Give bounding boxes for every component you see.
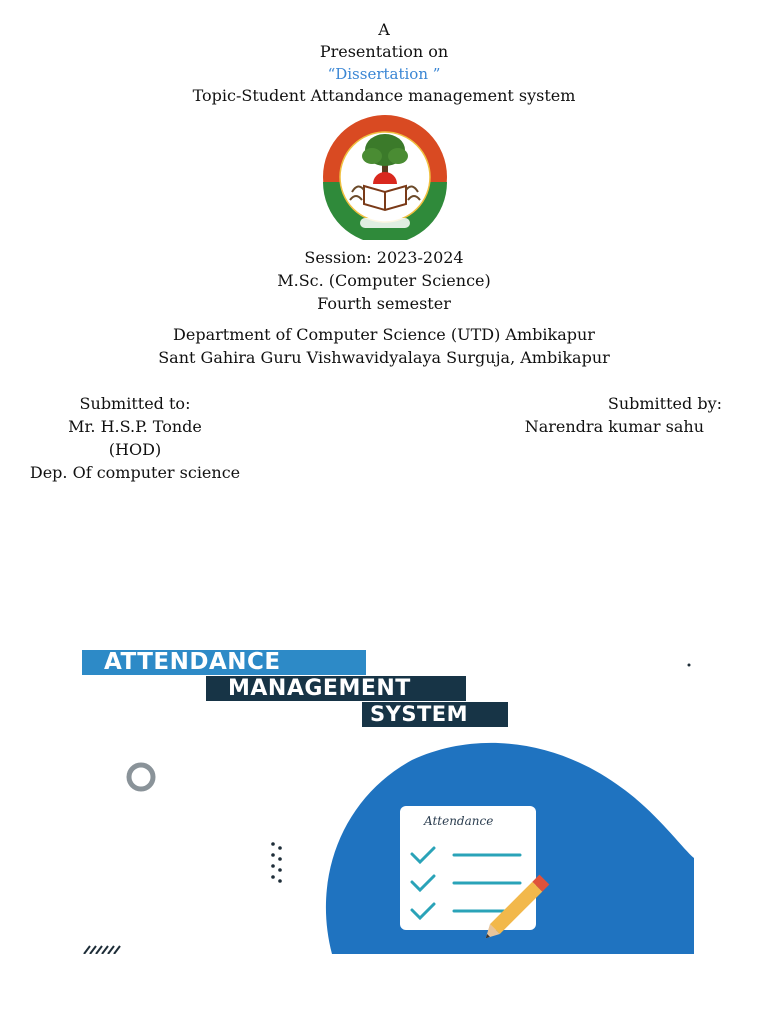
department-name: Department of Computer Science (UTD) Ambikapur xyxy=(173,325,595,344)
session-course: M.Sc. (Computer Science) xyxy=(277,271,491,290)
banner-line-attendance: ATTENDANCE xyxy=(82,650,366,675)
title-presentation-on: Presentation on xyxy=(319,42,449,61)
banner-line-management: MANAGEMENT xyxy=(206,676,466,701)
attendance-card-title: Attendance xyxy=(424,814,494,828)
submitted-to-role: (HOD) xyxy=(108,440,162,459)
title-a: A xyxy=(378,20,390,39)
submitted-to-block xyxy=(20,392,250,484)
banner-line-system: SYSTEM xyxy=(362,702,508,727)
submitted-by-label: Submitted by: xyxy=(607,394,722,413)
dots-decoration-icon xyxy=(271,842,282,883)
title-dissertation: “Dissertation ” xyxy=(327,65,441,83)
university-seal-icon xyxy=(322,114,448,240)
ring-decoration-icon xyxy=(129,765,153,789)
submitted-to-label: Submitted to: xyxy=(79,394,191,413)
submitted-to-name: Mr. H.S.P. Tonde xyxy=(68,417,202,436)
submitted-to-dept: Dep. Of computer science xyxy=(29,463,241,482)
attendance-banner xyxy=(82,648,694,954)
session-semester: Fourth semester xyxy=(317,294,451,313)
submitted-by-block xyxy=(525,392,722,438)
title-topic: Topic-Student Attandance management system xyxy=(192,86,576,105)
university-name: Sant Gahira Guru Vishwavidyalaya Surguja, Ambikapur xyxy=(158,348,610,367)
submitted-by-name: Narendra kumar sahu xyxy=(524,417,704,436)
session-years: Session: 2023-2024 xyxy=(304,248,464,267)
hatch-decoration-icon xyxy=(84,946,120,954)
